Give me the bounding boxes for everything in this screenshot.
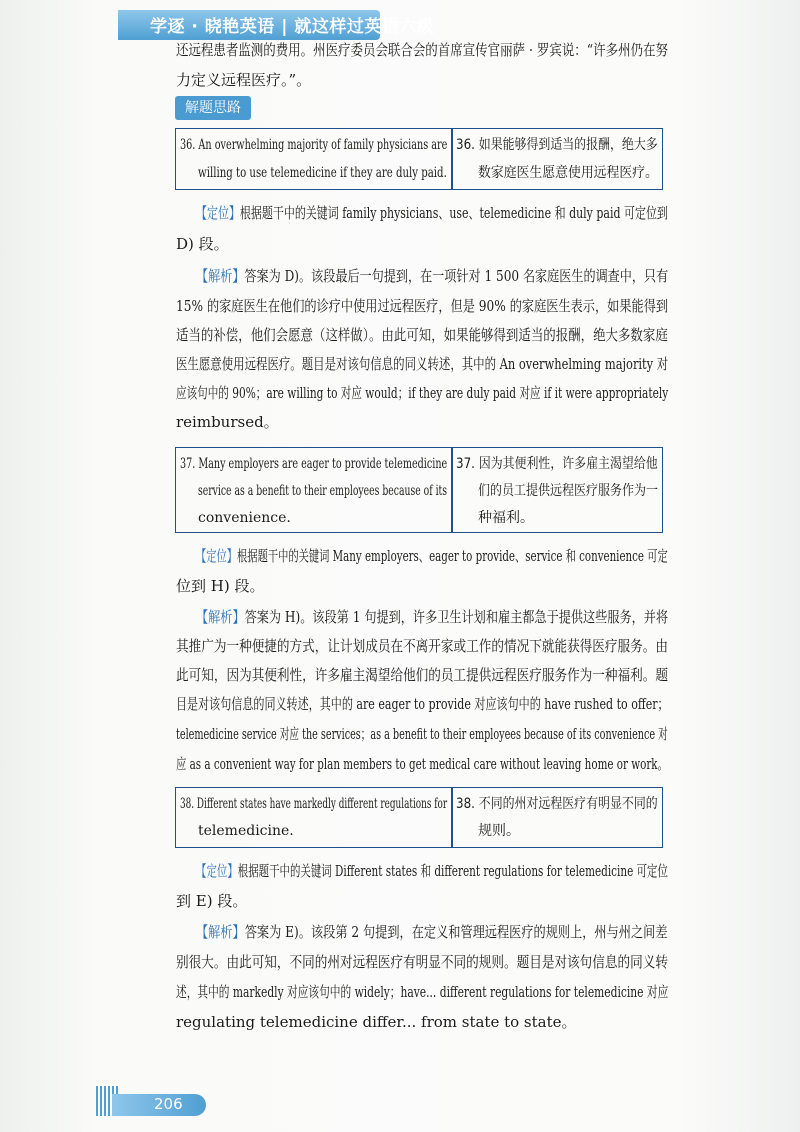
- q37-zh-line-3: 种福利。: [478, 510, 534, 526]
- q37-location-line-1: [196, 546, 668, 566]
- q37-zh-line-1: 37. 因为其便利性，许多雇主渴望给他: [456, 456, 658, 472]
- q38-location-line-1: [196, 861, 668, 881]
- intro-line-2: 力定义远程医疗。”。: [176, 71, 312, 89]
- q36-analysis-line-6: reimbursed。: [176, 413, 279, 431]
- q37-location-text: 根据题干中的关键词 Many employers、eager to provide、service 和 convenience 可定: [237, 547, 668, 565]
- q36-location-line-2: D) 段。: [176, 235, 229, 253]
- analysis-tag: 【解析】: [196, 267, 245, 285]
- q36-en-line-2: willing to use telemedicine if they are duly paid.: [198, 165, 447, 181]
- q36-zh-line-1: 36. 如果能够得到适当的报酬，绝大多: [456, 137, 658, 153]
- table-divider: [451, 448, 453, 532]
- analysis-tag: 【解析】: [196, 608, 245, 626]
- section-label: 解题思路: [175, 96, 251, 120]
- q36-en-line-1: 36. An overwhelming majority of family physicians are: [180, 137, 448, 153]
- q37-analysis-line-6: 应 as a convenient way for plan members to get medical care without leaving home or work。: [176, 755, 668, 773]
- table-divider: [451, 788, 453, 847]
- q38-analysis-line-1: [196, 922, 668, 942]
- intro-line-1: 还远程患者监测的费用。州医疗委员会联合会的首席宣传官丽萨 · 罗宾说：“许多州仍在努: [176, 41, 668, 59]
- q36-analysis-text: 答案为 D)。该段最后一句提到，在一项针对 1 500 名家庭医生的调查中，只有: [244, 267, 669, 285]
- q37-analysis-line-2: 其推广为一种便捷的方式，让计划成员在不离开家或工作的情况下就能获得医疗服务。由: [176, 637, 668, 655]
- table-divider: [451, 129, 453, 189]
- q38-analysis-line-3: 述，其中的 markedly 对应该句中的 widely；have... different regulations for telemedicine 对应: [176, 983, 669, 1001]
- q38-zh-line-2: 规则。: [478, 823, 520, 839]
- q38-en-line-2: telemedicine.: [198, 823, 294, 839]
- q37-analysis-text: 答案为 H)。该段第 1 句提到，许多卫生计划和雇主都急于提供这些服务，并将: [244, 608, 669, 626]
- q36-analysis-line-1: [196, 266, 668, 286]
- page-number: 206: [154, 1095, 183, 1113]
- q36-location-line-1: [196, 203, 668, 223]
- q38-zh-line-1: 38. 不同的州对远程医疗有明显不同的: [456, 796, 658, 812]
- q37-zh-line-2: 们的员工提供远程医疗服务作为一: [478, 483, 658, 499]
- q36-analysis-line-5: 应该句中的 90%；are willing to 对应 would；if they are duly paid 对应 if it were appropriately: [176, 384, 669, 402]
- location-tag: 【定位】: [196, 862, 238, 880]
- q38-analysis-line-2: 别很大。由此可知，不同的州对远程医疗有明显不同的规则。题目是对该句信息的同义转: [176, 953, 668, 971]
- q36-analysis-line-3: 适当的补偿，他们会愿意（这样做）。由此可知，如果能够得到适当的报酬，绝大多数家庭: [176, 326, 668, 344]
- q37-en-line-1: 37. Many employers are eager to provide telemedicine: [180, 456, 448, 472]
- q38-analysis-line-4: regulating telemedicine differ... from state to state。: [176, 1013, 577, 1031]
- q38-location-line-2: 到 E) 段。: [176, 892, 248, 910]
- location-tag: 【定位】: [196, 547, 238, 565]
- q38-analysis-text: 答案为 E)。该段第 2 句提到，在定义和管理远程医疗的规则上，州与州之间差: [244, 923, 668, 941]
- analysis-tag: 【解析】: [196, 923, 245, 941]
- q36-table: [175, 128, 663, 190]
- q36-analysis-line-2: 15% 的家庭医生在他们的诊疗中使用过远程医疗，但是 90% 的家庭医生表示，如果能得到: [176, 297, 669, 315]
- q37-table: [175, 447, 663, 533]
- q37-location-line-2: 位到 H) 段。: [176, 577, 265, 595]
- q37-analysis-line-3: 此可知，因为其便利性，许多雇主渴望给他们的员工提供远程医疗服务作为一种福利。题: [176, 666, 668, 684]
- q36-location-text: 根据题干中的关键词 family physicians、use、telemedicine 和 duly paid 可定位到: [239, 204, 668, 222]
- q37-en-line-2: service as a benefit to their employees because of its: [198, 483, 448, 499]
- q37-en-line-3: convenience.: [198, 510, 291, 526]
- q37-analysis-line-5: telemedicine service 对应 the services；as a benefit to their employees because of its convenience 对: [176, 725, 668, 743]
- q38-location-text: 根据题干中的关键词 Different states 和 different regulations for telemedicine 可定位: [237, 862, 668, 880]
- q36-analysis-line-4: 医生愿意使用远程医疗。题目是对该句信息的同义转述，其中的 An overwhelming majority 对: [176, 355, 669, 373]
- header-title: 学逐 · 晓艳英语 | 就这样过英语六级: [150, 17, 435, 37]
- q37-analysis-line-4: 目是对该句信息的同义转述，其中的 are eager to provide 对应该句中的 have rushed to offer；: [176, 695, 669, 713]
- q37-analysis-line-1: [196, 607, 668, 627]
- location-tag: 【定位】: [196, 204, 240, 222]
- q38-table: [175, 787, 663, 848]
- q38-en-line-1: 38. Different states have markedly different regulations for: [180, 796, 448, 812]
- q36-zh-line-2: 数家庭医生愿意使用远程医疗。: [478, 165, 658, 181]
